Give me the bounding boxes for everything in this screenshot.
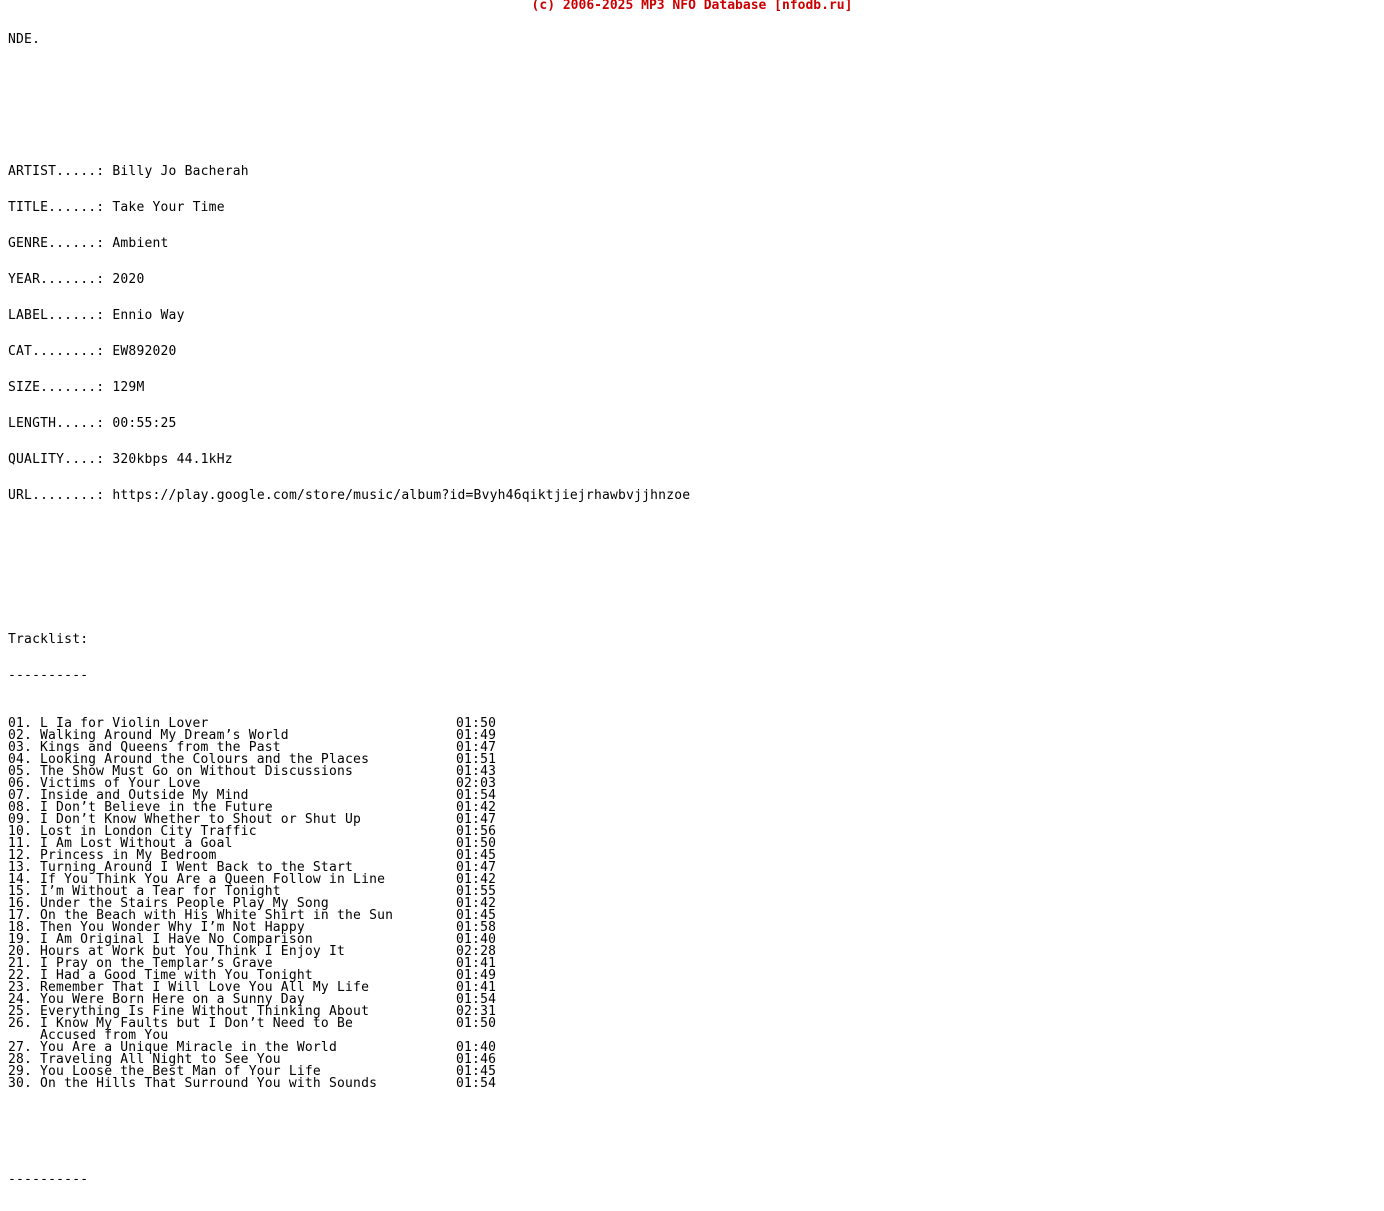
track-length: 01:54 [456, 992, 497, 1007]
tracklist [8, 718, 690, 1090]
track-number: 12. [8, 848, 33, 863]
info-genre: GENRE......: Ambient [8, 236, 169, 251]
track-title: You Are a Unique Miracle in the World [40, 1040, 337, 1055]
track-title: Remember That I Will Love You All My Life [40, 980, 370, 995]
info-url: URL........: https://play.google.com/store/music/album?id=Bvyh46qiktjiejrhawbvjjhnzoe [8, 488, 691, 503]
track-title: I Am Lost Without a Goal [40, 836, 233, 851]
track-length: 01:46 [456, 1052, 497, 1067]
track-number: 17. [8, 908, 33, 923]
track-number: 16. [8, 896, 33, 911]
track-length: 01:42 [456, 896, 497, 911]
track-title: L Ia for Violin Lover [40, 716, 209, 731]
track-length: 01:49 [456, 728, 497, 743]
spacer [8, 70, 690, 106]
track-number: 21. [8, 956, 33, 971]
track-title: Under the Stairs People Play My Song [40, 896, 329, 911]
track-title: I Had a Good Time with You Tonight [40, 968, 313, 983]
track-length: 01:51 [456, 752, 497, 767]
track-title: Inside and Outside My Mind [40, 788, 249, 803]
track-row [8, 1078, 690, 1090]
track-number: 09. [8, 812, 33, 827]
info-length: LENGTH.....: 00:55:25 [8, 416, 177, 431]
track-length: 01:50 [456, 836, 497, 851]
track-title: Lost in London City Traffic [40, 824, 257, 839]
track-length: 01:54 [456, 788, 497, 803]
track-title: I Don’t Believe in the Future [40, 800, 273, 815]
track-number: 30. [8, 1076, 33, 1091]
track-length: 01:41 [456, 980, 497, 995]
track-number: 02. [8, 728, 33, 743]
tracklist-divider: ---------- [8, 668, 89, 683]
track-title: Everything Is Fine Without Thinking About [40, 1004, 370, 1019]
track-length: 01:56 [456, 824, 497, 839]
track-number: 19. [8, 932, 33, 947]
track-length: 01:42 [456, 872, 497, 887]
track-title: Victims of Your Love [40, 776, 201, 791]
track-number: 06. [8, 776, 33, 791]
header-tag: NDE. [8, 32, 41, 47]
track-title: If You Think You Are a Queen Follow in Line [40, 872, 386, 887]
footer-divider: ---------- [8, 1172, 89, 1187]
track-length: 01:58 [456, 920, 497, 935]
copyright-watermark: (c) 2006-2025 MP3 NFO Database [nfodb.ru] [531, 0, 853, 13]
track-length: 01:41 [456, 956, 497, 971]
track-length: 01:47 [456, 812, 497, 827]
track-title: I Pray on the Templar’s Grave [40, 956, 273, 971]
track-title: I Don’t Know Whether to Shout or Shut Up [40, 812, 362, 827]
nfo-text [8, 10, 690, 1210]
track-length: 01:45 [456, 1064, 497, 1079]
track-title: On the Beach with His White Shirt in the Sun [40, 908, 394, 923]
track-number: 04. [8, 752, 33, 767]
track-title: Looking Around the Colours and the Places [40, 752, 370, 767]
track-length: 01:45 [456, 908, 497, 923]
track-length: 02:28 [456, 944, 497, 959]
track-title: The Show Must Go on Without Discussions [40, 764, 354, 779]
track-number: 11. [8, 836, 33, 851]
info-block [8, 142, 690, 526]
track-length: 01:49 [456, 968, 497, 983]
track-title-continuation: Accused from You [40, 1028, 169, 1043]
track-title: Kings and Queens from the Past [40, 740, 281, 755]
track-number: 14. [8, 872, 33, 887]
info-size: SIZE.......: 129M [8, 380, 145, 395]
track-number: 15. [8, 884, 33, 899]
track-number: 24. [8, 992, 33, 1007]
info-cat: CAT........: EW892020 [8, 344, 177, 359]
track-number: 25. [8, 1004, 33, 1019]
track-title: Turning Around I Went Back to the Start [40, 860, 354, 875]
spacer [8, 562, 690, 598]
track-title: You Were Born Here on a Sunny Day [40, 992, 305, 1007]
track-length: 01:50 [456, 1016, 497, 1031]
track-number: 22. [8, 968, 33, 983]
track-number: 18. [8, 920, 33, 935]
track-number: 08. [8, 800, 33, 815]
track-title: Then You Wonder Why I’m Not Happy [40, 920, 305, 935]
track-title: I Know My Faults but I Don’t Need to Be [40, 1016, 354, 1031]
track-number: 26. [8, 1016, 33, 1031]
track-number: 05. [8, 764, 33, 779]
track-title: Traveling All Night to See You [40, 1052, 281, 1067]
spacer [8, 1126, 690, 1150]
tracklist-heading: Tracklist: [8, 632, 89, 647]
info-quality: QUALITY....: 320kbps 44.1kHz [8, 452, 233, 467]
track-title: Hours at Work but You Think I Enjoy It [40, 944, 346, 959]
track-number: 29. [8, 1064, 33, 1079]
track-title: I Am Original I Have No Comparison [40, 932, 313, 947]
track-length: 01:40 [456, 932, 497, 947]
track-title: Walking Around My Dream’s World [40, 728, 289, 743]
track-length: 01:50 [456, 716, 497, 731]
track-title: You Loose the Best Man of Your Life [40, 1064, 321, 1079]
track-length: 01:42 [456, 800, 497, 815]
track-length: 01:47 [456, 860, 497, 875]
track-number: 28. [8, 1052, 33, 1067]
track-length: 01:55 [456, 884, 497, 899]
track-number: 01. [8, 716, 33, 731]
track-number: 07. [8, 788, 33, 803]
track-length: 01:43 [456, 764, 497, 779]
track-title: Princess in My Bedroom [40, 848, 217, 863]
info-artist: ARTIST.....: Billy Jo Bacherah [8, 164, 249, 179]
track-title: I’m Without a Tear for Tonight [40, 884, 281, 899]
info-year: YEAR.......: 2020 [8, 272, 145, 287]
track-length: 01:45 [456, 848, 497, 863]
track-length: 01:54 [456, 1076, 497, 1091]
track-number: 03. [8, 740, 33, 755]
track-number: 23. [8, 980, 33, 995]
track-number: 20. [8, 944, 33, 959]
track-number: 13. [8, 860, 33, 875]
info-label: LABEL......: Ennio Way [8, 308, 185, 323]
track-length: 01:47 [456, 740, 497, 755]
track-number: 10. [8, 824, 33, 839]
track-title: On the Hills That Surround You with Sounds [40, 1076, 378, 1091]
track-number: 27. [8, 1040, 33, 1055]
track-length: 02:31 [456, 1004, 497, 1019]
track-length: 02:03 [456, 776, 497, 791]
info-title: TITLE......: Take Your Time [8, 200, 225, 215]
track-length: 01:40 [456, 1040, 497, 1055]
